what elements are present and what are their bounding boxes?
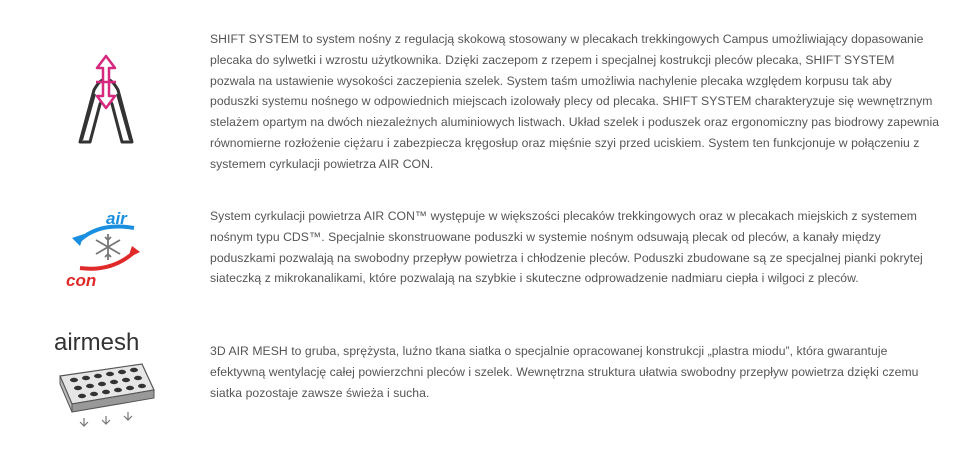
snowflake-icon [96, 234, 120, 260]
shift-system-description: SHIFT SYSTEM to system nośny z regulacją skokową stosowany w plecakach trekkingowych Campus umożliwiający dopasowanie plecaka do sylwetki i wzrostu użytkownika. Dzięki zaczepom z rzepem i specjalnej kostrukcji pleców plecaka, SHIFT SYSTEM pozwala na ustawienie wysokości zaczepienia szelek. System taśm umożliwia nachylenie plecaka względem korpusu tak aby poduszki systemu nośnego w odpowiednich miejscach izolowały plecy od plecaka. SHIFT SYSTEM charakteryzuje się wewnętrznym stelażem opartym na dwóch niezależnych aluminiowych listwach. Układ szelek i poduszek oraz ergonomiczny pas biodrowy zapewnia równomierne rozłożenie ciężaru i zabezpiecza kręgosłup oraz mięśnie szyi przed uciskiem. System ten funkcjonuje w połączeniu z systemem cyrkulacji powietrza AIR CON. [210, 32, 940, 171]
feature-airmesh [0, 320, 978, 430]
feature-air-con [0, 200, 978, 300]
airmesh-description: 3D AIR MESH to gruba, sprężysta, luźno tkana siatka o specjalnie opracowanej konstrukcji „plastra miodu”, która gwarantuje efektywną wentylację całej powierzchni pleców i szelek. Wewnętrzna struktura ułatwia swobodny przepływ powietrza dzięki czemu siatka pozostaje zawsze świeża i sucha. [210, 344, 919, 400]
air-label: air [106, 209, 127, 228]
shift-system-icon [50, 54, 162, 152]
con-label: con [66, 271, 97, 290]
air-con-icon [50, 202, 162, 294]
airmesh-icon [50, 328, 162, 428]
air-con-description: System cyrkulacji powietrza AIR CON™ występuje w większości plecaków trekkingowych oraz w plecakach miejskich z systemem nośnym typu CDS™. Specjalnie skonstruowane poduszki w systemie nośnym odsuwają plecak od pleców, a kanały między poduszkami pozwalają na swobodny przepływ powietrza i chłodzenie pleców. Poduszki zbudowane są ze specjalnej pianki pokrytej siateczką z mikrokanalikami, które pozwalają na szybkie i skuteczne odprowadzenie nadmiaru ciepła i wilgoci z pleców. [210, 209, 923, 286]
feature-shift-system [0, 26, 978, 176]
airmesh-label: airmesh [54, 329, 140, 356]
